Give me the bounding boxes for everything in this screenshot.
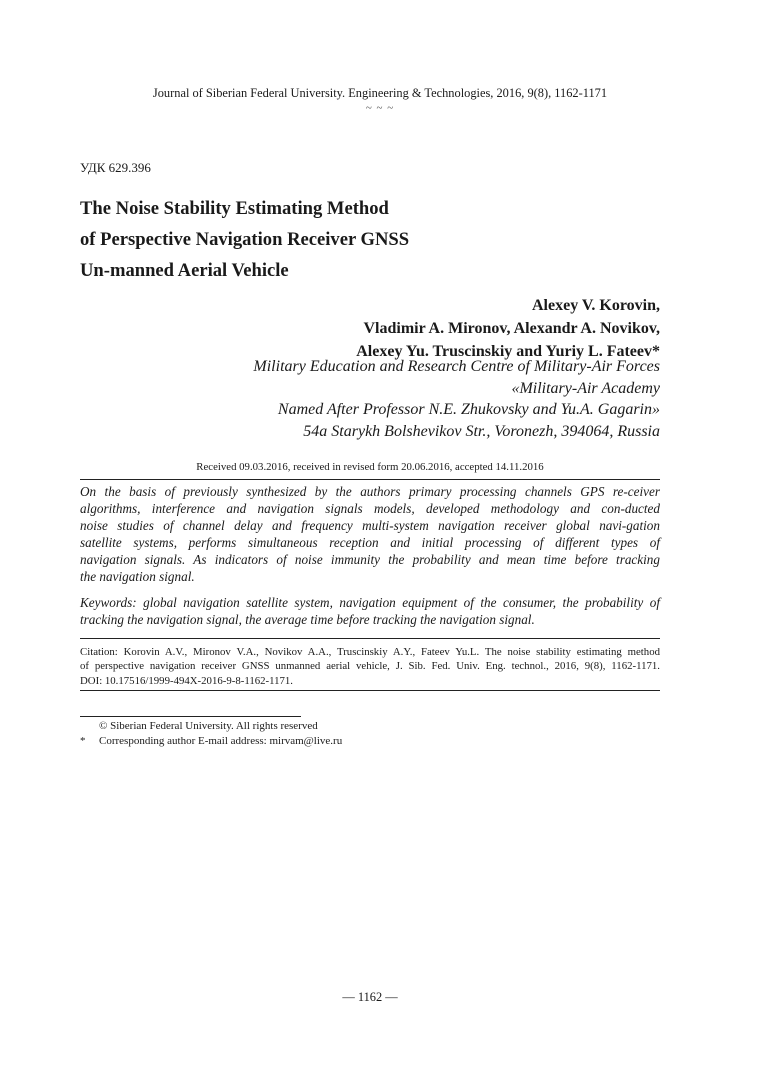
affiliation-line: Named After Professor N.E. Zhukovsky and Yu.A. Gagarin»: [277, 401, 660, 418]
authors-line: Alexey Yu. Truscinskiy and Yuriy L. Fateev*: [356, 343, 660, 360]
divider-citation-bottom: [80, 690, 660, 691]
title-line: The Noise Stability Estimating Method: [80, 198, 389, 219]
divider-citation-top: [80, 638, 660, 639]
abstract: [80, 483, 660, 586]
citation-line: DOI: 10.17516/1999-494X-2016-9-8-1162-1171.: [80, 674, 294, 687]
authors-line: Vladimir A. Mironov, Alexandr A. Novikov,: [363, 320, 660, 337]
citation-line: of perspective navigation receiver GNSS unmanned aerial vehicle, J. Sib. Fed. Univ. Eng. technol., 2016, 9(8), 1162-1171.: [80, 660, 660, 673]
authors: [356, 294, 660, 363]
footnote-corresponding: Corresponding author E-mail address: mirvam@live.ru: [99, 735, 343, 747]
citation-line: Citation: Korovin A.V., Mironov V.A., Novikov A.A., Truscinskiy A.Y., Fateev Yu.L. The noise stability estimating method: [80, 646, 660, 658]
authors-line: Alexey V. Korovin,: [531, 297, 660, 314]
abstract-line: satellite systems, performs simultaneous reception and initial processing of different types of: [80, 535, 660, 551]
divider-top: [80, 479, 660, 480]
footnote-star: *: [80, 735, 86, 747]
abstract-line: navigation signals. As indicators of noise immunity the probability and mean time before tracking: [80, 552, 660, 568]
page-number: — 1162 —: [342, 990, 398, 1004]
header-ornament: ~ ~ ~: [365, 102, 395, 114]
abstract-line: noise studies of channel delay and frequency multi-system navigation receiver global navi-gation: [80, 518, 660, 534]
affiliation: [253, 356, 660, 442]
footnote-rule: [80, 716, 301, 717]
keywords: [80, 594, 660, 628]
keywords-line: tracking the navigation signal, the average time before tracking the navigation signal.: [80, 612, 535, 628]
paper-title: [80, 193, 640, 286]
keywords-line: Keywords: global navigation satellite system, navigation equipment of the consumer, the probability of: [80, 595, 660, 610]
abstract-line: algorithms, interference and navigation signals models, developed methodology and con-ducted: [80, 501, 660, 517]
affiliation-line: «Military-Air Academy: [511, 379, 660, 397]
footnote-copyright: © Siberian Federal University. All rights reserved: [99, 720, 318, 732]
citation: [80, 645, 660, 688]
journal-header: Journal of Siberian Federal University. Engineering & Technologies, 2016, 9(8), 1162-1171: [152, 86, 608, 100]
abstract-line: the navigation signal.: [80, 569, 195, 585]
title-line: Un-manned Aerial Vehicle: [80, 260, 289, 281]
udk-code: УДК 629.396: [80, 160, 151, 175]
title-line: of Perspective Navigation Receiver GNSS: [80, 229, 410, 250]
abstract-line: On the basis of previously synthesized by the authors primary processing channels GPS re-ceiver: [80, 484, 660, 499]
affiliation-line: 54a Starykh Bolshevikov Str., Voronezh, 394064, Russia: [303, 422, 660, 440]
received-dates: Received 09.03.2016, received in revised form 20.06.2016, accepted 14.11.2016: [196, 461, 544, 473]
affiliation-line: Military Education and Research Centre of Military-Air Forces: [253, 358, 660, 375]
